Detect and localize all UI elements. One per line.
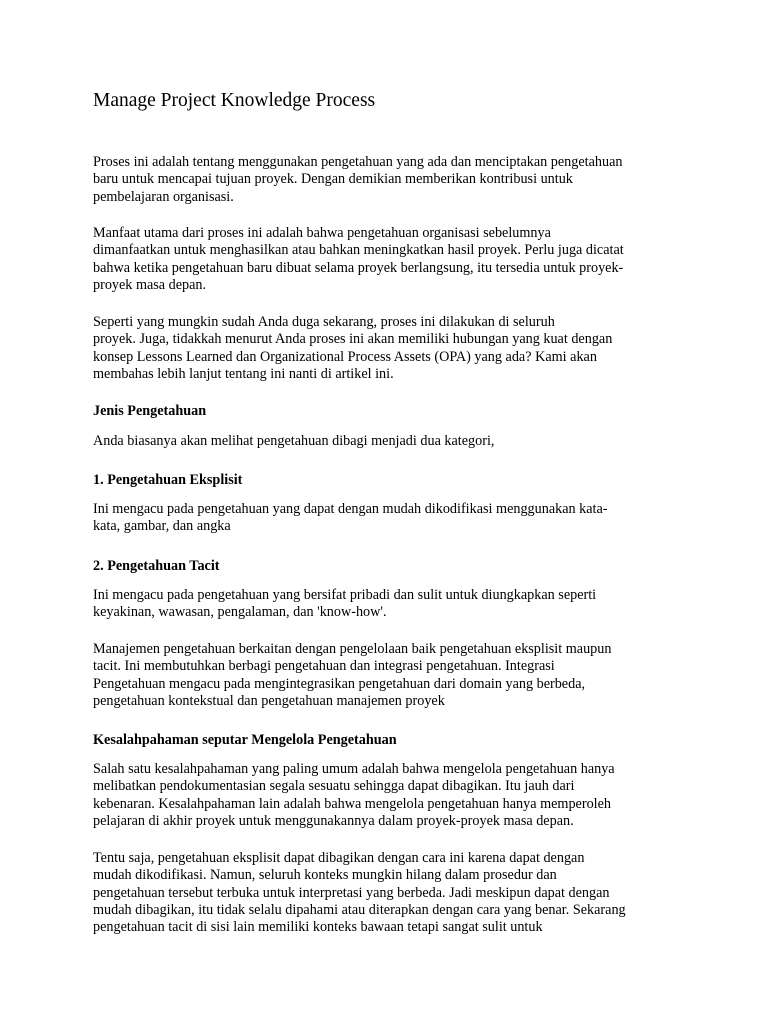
page-title: Manage Project Knowledge Process [93, 90, 376, 111]
text-line: melibatkan pendokumentasian segala sesuatu sehingga dapat dibagikan. Itu jauh dari [93, 778, 575, 795]
text-line: pengetahuan tacit di sisi lain memiliki konteks bawaan tetapi sangat sulit untuk [93, 919, 543, 936]
paragraph-explicit-sharing [93, 850, 675, 936]
text-line: pengetahuan tersebut terbuka untuk interpretasi yang berbeda. Jadi meskipun dapat dengan [93, 884, 610, 901]
text-line: Seperti yang mungkin sudah Anda duga sekarang, proses ini dilakukan di seluruh [93, 314, 555, 330]
text-line: Pengetahuan mengacu pada mengintegrasikan pengetahuan dari domain yang berbeda, [93, 675, 586, 692]
text-line: kata, gambar, dan angka [93, 518, 231, 535]
text-line: pengetahuan kontekstual dan pengetahuan manajemen proyek [93, 692, 445, 709]
paragraph-tacit [93, 587, 675, 622]
text-line: mudah dibagikan, itu tidak selalu dipahami atau diterapkan dengan cara yang benar. Sekarang [93, 901, 626, 918]
text-line: baru untuk mencapai tujuan proyek. Dengan demikian memberikan kontribusi untuk [93, 171, 573, 188]
heading-tacit: 2. Pengetahuan Tacit [93, 558, 220, 574]
paragraph-intro [93, 154, 675, 206]
text-line: Anda biasanya akan melihat pengetahuan dibagi menjadi dua kategori, [93, 433, 495, 449]
text-line: Salah satu kesalahpahaman yang paling umum adalah bahwa mengelola pengetahuan hanya [93, 761, 615, 777]
text-line: tacit. Ini membutuhkan berbagi pengetahuan dan integrasi pengetahuan. Integrasi [93, 658, 555, 675]
paragraph-management [93, 641, 675, 710]
heading-kesalahpahaman: Kesalahpahaman seputar Mengelola Pengetahuan [93, 732, 397, 748]
text-line: pelajaran di akhir proyek untuk menggunakannya dalam proyek-proyek masa depan. [93, 812, 574, 829]
text-line: mudah dikodifikasi. Namun, seluruh konteks mungkin hilang dalam prosedur dan [93, 867, 557, 884]
heading-eksplisit: 1. Pengetahuan Eksplisit [93, 472, 243, 488]
text-line: kebenaran. Kesalahpahaman lain adalah bahwa mengelola pengetahuan hanya memperoleh [93, 795, 612, 812]
text-line: proyek. Juga, tidakkah menurut Anda proses ini akan memiliki hubungan yang kuat dengan [93, 331, 613, 348]
text-line: Ini mengacu pada pengetahuan yang dapat dengan mudah dikodifikasi menggunakan kata- [93, 501, 608, 517]
heading-jenis-pengetahuan: Jenis Pengetahuan [93, 403, 207, 419]
text-line: Proses ini adalah tentang menggunakan pengetahuan yang ada dan menciptakan pengetahuan [93, 154, 623, 170]
text-line: Ini mengacu pada pengetahuan yang bersifat pribadi dan sulit untuk diungkapkan seperti [93, 587, 597, 603]
text-line: bahwa ketika pengetahuan baru dibuat selama proyek berlangsung, itu tersedia untuk proyek- [93, 259, 624, 276]
paragraph-scope [93, 314, 675, 383]
text-line: Manfaat utama dari proses ini adalah bahwa pengetahuan organisasi sebelumnya [93, 225, 551, 241]
paragraph-eksplisit [93, 501, 675, 536]
text-line: membahas lebih lanjut tentang ini nanti di artikel ini. [93, 365, 394, 382]
text-line: Tentu saja, pengetahuan eksplisit dapat dibagikan dengan cara ini karena dapat dengan [93, 850, 585, 866]
text-line: keyakinan, wawasan, pengalaman, dan 'know-how'. [93, 604, 387, 621]
text-line: pembelajaran organisasi. [93, 188, 234, 205]
paragraph-misconception [93, 761, 675, 830]
text-line: Manajemen pengetahuan berkaitan dengan pengelolaan baik pengetahuan eksplisit maupun [93, 641, 612, 657]
paragraph-benefit [93, 225, 675, 294]
text-line: dimanfaatkan untuk menghasilkan atau bahkan meningkatkan hasil proyek. Perlu juga dicatat [93, 242, 624, 259]
text-line: proyek masa depan. [93, 276, 207, 293]
text-line: konsep Lessons Learned dan Organizational Process Assets (OPA) yang ada? Kami akan [93, 348, 597, 365]
paragraph-categories [93, 433, 675, 450]
